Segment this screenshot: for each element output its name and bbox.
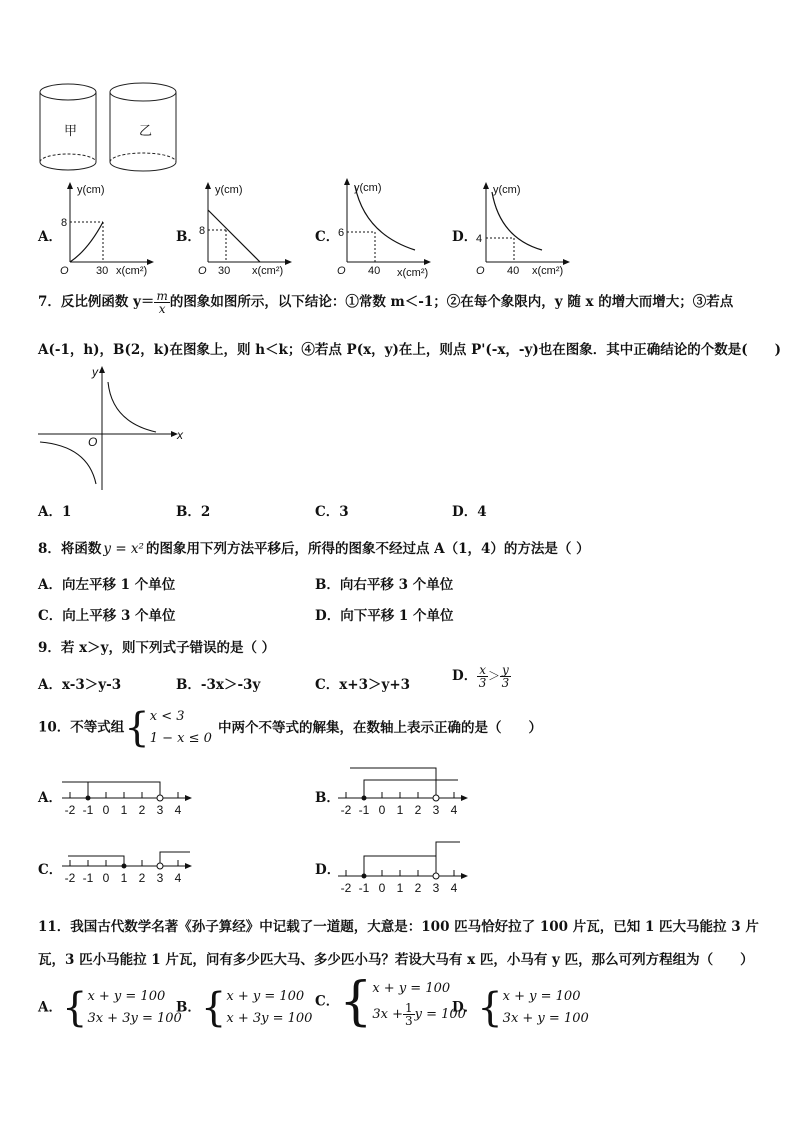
svg-text:3: 3	[156, 871, 164, 885]
svg-text:-1: -1	[358, 881, 370, 895]
q8-option-b[interactable]: B．向右平移 3 个单位	[315, 577, 454, 593]
cylinder-yi-label: 乙	[139, 124, 153, 139]
q10-stem: 10．不等式组{ x < 3 1 − x ≤ 0 中两个不等式的解集，在数轴上表示正确的是（ ）	[38, 705, 542, 751]
q6-a-xtick: 30	[96, 265, 109, 277]
svg-text:-2: -2	[64, 803, 76, 817]
q9-option-a[interactable]: A．x-3＞y-3	[38, 677, 122, 693]
svg-text:-2: -2	[340, 803, 352, 817]
q6-b-ylabel: y(cm)	[215, 184, 243, 196]
svg-text:1: 1	[396, 881, 404, 895]
q9-option-c[interactable]: C．x+3＞y+3	[315, 677, 411, 693]
q10-numberline-c	[60, 844, 200, 890]
q11-option-c[interactable]: C．{ x + y = 100 3x + $\frac{1}{3}$ y = 100	[315, 972, 466, 1032]
svg-text:-2: -2	[340, 881, 352, 895]
svg-text:3: 3	[432, 881, 440, 895]
q7-option-d[interactable]: D．4	[452, 504, 487, 520]
svg-text:2: 2	[138, 871, 146, 885]
q10-system: x < 3 1 − x ≤ 0	[149, 709, 212, 746]
q6-b-ytick: 8	[199, 225, 206, 237]
q6-option-b-letter[interactable]: B．	[176, 229, 201, 245]
q7-option-c[interactable]: C．3	[315, 504, 349, 520]
q6-d-ytick: 4	[476, 233, 483, 245]
q6-c-ytick: 6	[338, 227, 345, 239]
svg-text:1: 1	[396, 803, 404, 817]
q9-option-d[interactable]: D． $\frac{x}{3}$ ＞ $\frac{y}{3}$	[452, 663, 510, 690]
svg-text:3: 3	[432, 803, 440, 817]
q6-graph-c	[335, 176, 440, 279]
q7-fraction: $\frac{m}{x}$	[156, 289, 168, 316]
q8-option-a[interactable]: A．向左平移 1 个单位	[38, 577, 176, 593]
q7-stem: 7．反比例函数 y＝ $\frac{m}{x}$ 的图象如图所示，以下结论：①常数 m＜-1；②在每个象限内，y 随 x 的增大而增大；③若点	[38, 289, 734, 316]
q10-option-b-letter[interactable]: B．	[315, 790, 340, 806]
q10-numberline-d	[336, 838, 476, 894]
q6-b-origin: O	[198, 265, 207, 277]
q6-d-origin: O	[476, 265, 485, 277]
q6-c-ylabel: y(cm)	[354, 182, 382, 194]
q11-option-b[interactable]: B．{ x + y = 100 x + 3y = 100	[176, 985, 313, 1031]
svg-text:0: 0	[102, 871, 110, 885]
svg-text:3: 3	[156, 803, 164, 817]
q6-option-c-letter[interactable]: C．	[315, 229, 340, 245]
q6-option-d-letter[interactable]: D．	[452, 229, 478, 245]
svg-text:-2: -2	[64, 871, 76, 885]
svg-text:0: 0	[378, 803, 386, 817]
q7-option-a[interactable]: A．1	[38, 504, 72, 520]
cylinder-jia-label: 甲	[64, 124, 78, 139]
svg-text:-1: -1	[358, 803, 370, 817]
q8-function: y = x²	[103, 541, 144, 557]
svg-text:1: 1	[120, 871, 128, 885]
svg-text:2: 2	[414, 881, 422, 895]
svg-text:4: 4	[450, 881, 458, 895]
q10-numberline-a	[60, 770, 200, 820]
q6-d-xtick: 40	[507, 265, 520, 277]
q6-d-ylabel: y(cm)	[493, 184, 521, 196]
q7-stem-line2: A(-1，h)，B(2，k)在图象上，则 h＜k；④若点 P(x，y)在上，则点 P'(-x，-y)也在图象．其中正确结论的个数是( )	[38, 342, 782, 358]
q6-a-xlabel: x(cm²)	[116, 265, 148, 277]
q9-stem: 9．若 x＞y，则下列式子错误的是（ ）	[38, 640, 276, 656]
q10-option-c-letter[interactable]: C．	[38, 862, 63, 878]
q11-stem-line1: 11．我国古代数学名著《孙子算经》中记载了一道题，大意是：100 匹马恰好拉了 100 片瓦，已知 1 匹大马能拉 3 片	[38, 919, 759, 935]
q6-b-xlabel: x(cm²)	[252, 265, 284, 277]
svg-text:4: 4	[450, 803, 458, 817]
q7-option-b[interactable]: B．2	[176, 504, 211, 520]
q6-a-ytick: 8	[61, 217, 68, 229]
q6-d-xlabel: x(cm²)	[532, 265, 564, 277]
q6-b-xtick: 30	[218, 265, 231, 277]
q10-option-d-letter[interactable]: D．	[315, 862, 341, 878]
q8-option-d[interactable]: D．向下平移 1 个单位	[315, 608, 454, 624]
svg-text:0: 0	[378, 881, 386, 895]
svg-text:2: 2	[138, 803, 146, 817]
svg-text:4: 4	[174, 803, 182, 817]
svg-text:0: 0	[102, 803, 110, 817]
svg-text:4: 4	[174, 871, 182, 885]
q6-graph-a	[58, 180, 158, 275]
q9-option-b[interactable]: B．-3x＞-3y	[176, 677, 261, 693]
q7-hyperbola-graph	[36, 362, 186, 492]
q11-stem-line2: 瓦，3 匹小马能拉 1 片瓦，问有多少匹大马、多少匹小马？若设大马有 x 匹，小马有 y 匹，那么可列方程组为（ ）	[38, 952, 754, 968]
q6-c-xlabel: x(cm²)	[397, 267, 429, 279]
q11-option-d[interactable]: D．{ x + y = 100 3x + y = 100	[452, 985, 589, 1031]
svg-text:-1: -1	[82, 871, 94, 885]
q8-option-c[interactable]: C．向上平移 3 个单位	[38, 608, 176, 624]
q7-y-axis-label: y	[92, 365, 98, 379]
q6-a-ylabel: y(cm)	[77, 184, 105, 196]
q8-stem: 8．将函数 y = x² 的图象用下列方法平移后，所得的图象不经过点 A（1，4）的方法是（ ）	[38, 541, 590, 557]
q6-c-origin: O	[337, 265, 346, 277]
q6-a-origin: O	[60, 265, 69, 277]
q11-option-a[interactable]: A．{ x + y = 100 3x + 3y = 100	[38, 985, 182, 1031]
q10-option-a-letter[interactable]: A．	[38, 790, 62, 806]
q6-graph-d	[474, 180, 579, 276]
q10-numberline-b	[336, 766, 476, 820]
q6-option-a-letter[interactable]: A．	[38, 229, 62, 245]
svg-text:1: 1	[120, 803, 128, 817]
svg-text:-1: -1	[82, 803, 94, 817]
q6-graph-b	[196, 180, 296, 275]
q7-x-axis-label: x	[177, 428, 183, 442]
q6-c-xtick: 40	[368, 265, 381, 277]
q7-origin: O	[88, 435, 98, 449]
svg-text:2: 2	[414, 803, 422, 817]
